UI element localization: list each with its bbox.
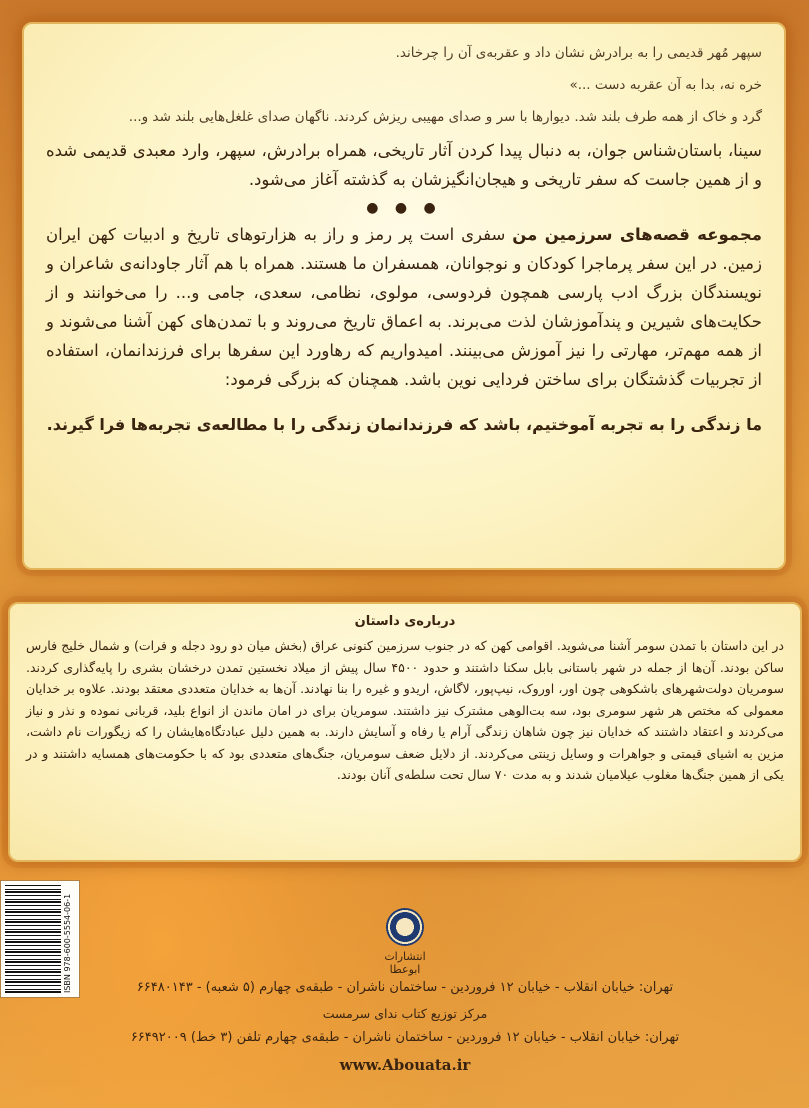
about-story-text: در این داستان با تمدن سومر آشنا می‌شوید. اقوامی کهن که در جنوب سرزمین کنونی عراق (بخش میان دو رود دجله و فرات) و شمال خلیج فارس ساکن بودند. آن‌ها از جمله در شهر باستانی بابل سکنا داشتند و حدود ۴۵۰۰ سال پیش از میلاد نخستین تمدن درخشان بشری را پایه‌گذاری کردند. سومریان دولت‌شهرهای باشکوهی چون اور، اوروک، نیپ‌پور، لاگاش، اریدو و غیره را بنا نهادند. آن‌ها به خدایان متعددی معتقد بودند. علاوه بر خدایان معمولی که مختص هر شهر سومری بود، سه بت‌الوهی مشترک نیز داشتند. سومریان برای در امان ماندن از انواع بلید، قربانی نموده و نذر و نیاز می‌کردند و اعتقاد داشتند که خدایان نیز چون شاهان زندگی آرام یا رفاه و آسایش دارند. به همین دلیل عبادتگاه‌هایشان را که زیگورات نام داشت، مزین به اشیای قیمتی و جواهرات و وسایل زینتی می‌کردند. از دلایل ضعف سومریان، جنگ‌های متعددی بود که با حکومت‌های همسایه داشتند و در یکی از همین جنگ‌ها مغلوب عیلامیان شدند و به مدت ۷۰ سال تحت سلطه‌ی آنان بودند. [26,638,784,782]
distribution-address: تهران: خیابان انقلاب - خیابان ۱۲ فروردین - ساختمان ناشران - طبقه‌ی چهارم تلفن (۳ خط) ۶۶۴۹۲۰۰۹ [130,1030,680,1045]
website-link[interactable]: www.Abouata.ir [339,1056,471,1074]
story-summary: سینا، باستان‌شناس جوان، به دنبال پیدا کردن آثار تاریخی، همراه برادرش، سپهر، وارد معبدی قدیمی شده و از همین جاست که سفر تاریخی و هیجان‌انگیزشان به گذشته آغاز می‌شود. [46,141,762,189]
about-story-title: درباره‌ی داستان [354,614,456,629]
separator-dots: ● ● ● [366,200,442,216]
barcode-bars [5,885,61,993]
isbn-text: ISBN 978-600-5554-06-1 [63,893,72,993]
publisher-logo [371,908,439,976]
intro-line-3: گرد و خاک از همه طرف بلند شد. دیوارها با سر و صدای مهیبی ریزش کردند. ناگهان صدای غلغل‌هایی بلند شد و... [128,109,762,125]
publisher-name: انتشارات ابوعطا [384,950,426,976]
publisher-address: تهران: خیابان انقلاب - خیابان ۱۲ فروردین - ساختمان ناشران - طبقه‌ی چهارم (۵ شعبه) - ۶۶۴۸۰۱۴۳ [136,980,674,995]
about-story-panel [8,602,802,862]
distribution-center: مرکز توزیع کتاب ندای سرمست [322,1006,488,1021]
description-panel [22,22,786,570]
intro-line-2: خره نه، بدا به آن عقربه دست ...» [569,77,762,93]
quote: ما زندگی را به تجربه آموختیم، باشد که فرزندانمان زندگی را با مطالعه‌ی تجربه‌ها فرا گیرند. [46,415,762,434]
series-description [46,220,762,394]
series-text: سفری است پر رمز و راز به هزارتوهای تاریخ و ادبیات کهن ایران زمین. در این سفر پرماجرا کودکان و نوجوانان، همسفران ما هستند. همراه با هم آثار جاودانه‌ی شاعران و نویسندگان بزرگ ادب پارسی همچون فردوسی، مولوی، نظامی، سعدی، جامی و... را می‌خوانند و از حکایت‌های شیرین و پندآموزشان لذت می‌برند. به اعماق تاریخ می‌روند و با تمدن‌های کهن آشنا می‌شوند و از همه مهم‌تر، مهارتی را نیز آموزش می‌بینند. امیدواریم که رهاورد این سفرها برای فرزندانمان، استفاده از تجربیات گذشتگان برای ساختن فردایی نوین باشد. همچنان که بزرگی فرمود: [46,225,762,389]
intro-line-1: سپهر مُهر قدیمی را به برادرش نشان داد و عقربه‌ی آن را چرخاند. [395,45,762,61]
series-name: مجموعه قصه‌های سرزمین من [512,225,762,244]
publisher-logo-icon [386,908,424,946]
